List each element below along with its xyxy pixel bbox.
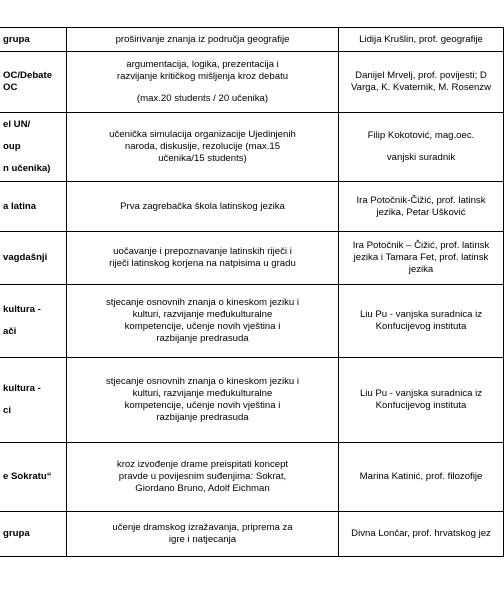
activity-name-cell: [0, 232, 67, 285]
activity-description-cell: [67, 512, 339, 557]
activity-description: učenička simulacija organizacije Ujedinjenih: [109, 129, 296, 140]
activity-name-cell: [0, 443, 67, 512]
activity-name: a latina: [3, 200, 37, 212]
activity-mentor: vanjski suradnik: [386, 152, 456, 163]
activity-name-cell: [0, 285, 67, 358]
activity-mentor: Ira Potočnik – Čižić, prof. latinsk: [352, 240, 490, 251]
activity-description: pravde u povijesnim suđenjima: Sokrat,: [118, 471, 287, 482]
activity-name: n učenika): [3, 163, 51, 174]
activity-description-cell: [67, 443, 339, 512]
activity-description: učenje dramskog izražavanja, priprema za: [112, 522, 293, 533]
activity-name-cell: [0, 512, 67, 557]
activity-name: grupa: [3, 33, 30, 45]
activity-description: razbijanje predrasuda: [156, 412, 249, 423]
activity-description: riječi latinskog korjena na natpisima u gradu: [109, 258, 296, 269]
activity-name-cell: [0, 182, 67, 232]
activity-description: kroz izvođenje drame preispitati koncept: [116, 459, 289, 470]
activity-description: stjecanje osnovnih znanja o kineskom jeziku i: [105, 297, 300, 308]
activity-name: ci: [3, 405, 12, 416]
activity-description: naroda, diskusije, rezolucije (max.15: [124, 141, 281, 152]
activity-name: kultura -: [3, 304, 41, 315]
activity-name: e Sokratu“: [3, 471, 52, 482]
activity-name: grupa: [3, 528, 30, 539]
activity-name: OC: [3, 82, 18, 93]
activity-mentor-cell: [339, 113, 504, 182]
activity-description-cell: [67, 232, 339, 285]
activity-mentor: jezika i Tamara Fet, prof. latinsk: [353, 252, 489, 263]
activity-description-cell: [67, 52, 339, 113]
activity-mentor: Liu Pu - vanjska suradnica iz: [359, 309, 483, 320]
table-row: [0, 232, 504, 285]
activity-mentor-cell: [339, 52, 504, 113]
activity-description: kompetencije, učenje novih vještina i: [124, 321, 281, 332]
activity-name-cell: [0, 358, 67, 443]
activity-mentor-cell: [339, 28, 504, 52]
activity-name: oup: [3, 141, 21, 152]
activity-name-cell: [0, 113, 67, 182]
activity-mentor: Konfucijevog instituta: [375, 321, 467, 332]
table-row: [0, 512, 504, 557]
activity-name: el UN/: [3, 119, 31, 130]
activity-mentor: jezika, Petar Ušković: [376, 206, 466, 218]
activities-table: [0, 27, 504, 557]
activity-description: razbijanje predrasuda: [156, 333, 249, 344]
activity-description-cell: [67, 182, 339, 232]
table-row: [0, 182, 504, 232]
table-row: [0, 28, 504, 52]
activity-description: kulturi, razvijanje međukulturalne: [132, 309, 273, 320]
activity-mentor-cell: [339, 358, 504, 443]
activity-mentor: Filip Kokotović, mag.oec.: [367, 130, 475, 141]
activity-description: stjecanje osnovnih znanja o kineskom jeziku i: [105, 376, 300, 387]
table-row: [0, 113, 504, 182]
table-row: [0, 285, 504, 358]
table-row: [0, 443, 504, 512]
activity-mentor: Konfucijevog instituta: [375, 400, 467, 411]
activity-description-cell: [67, 358, 339, 443]
activity-name-cell: [0, 28, 67, 52]
activity-mentor-cell: [339, 232, 504, 285]
activity-description-cell: [67, 285, 339, 358]
activity-name: vagdašnji: [3, 252, 48, 263]
activity-description: (max.20 students / 20 učenika): [136, 93, 269, 104]
activity-name-cell: [0, 52, 67, 113]
activity-description: argumentacija, logika, prezentacija i: [126, 59, 279, 70]
activity-mentor: Danijel Mrvelj, prof. povijesti; D: [355, 70, 487, 81]
table-row: [0, 52, 504, 113]
activity-mentor: Marina Katinić, prof. filozofije: [359, 471, 483, 482]
activity-mentor: Liu Pu - vanjska suradnica iz: [359, 388, 483, 399]
activity-mentor-cell: [339, 182, 504, 232]
activity-mentor-cell: [339, 285, 504, 358]
activity-description-cell: [67, 28, 339, 52]
activity-description: razvijanje kritičkog mišljenja kroz debatu: [116, 71, 289, 82]
activity-name: ači: [3, 326, 17, 337]
activity-mentor-cell: [339, 443, 504, 512]
activity-description: kulturi, razvijanje međukulturalne: [132, 388, 273, 399]
activity-description-cell: [67, 113, 339, 182]
table-row: [0, 358, 504, 443]
activity-description: Giordano Bruno, Adolf Eichman: [135, 483, 270, 494]
activity-mentor: Lidija Krušlin, prof. geografije: [359, 33, 483, 45]
activity-description: proširivanje znanja iz područja geografije: [115, 33, 290, 45]
activity-description: Prva zagrebačka škola latinskog jezika: [120, 200, 285, 212]
activity-mentor: Ira Potočnik-Čižić, prof. latinsk: [356, 194, 486, 206]
activity-mentor-cell: [339, 512, 504, 557]
activity-description: uočavanje i prepoznavanje latinskih riječi i: [113, 246, 292, 257]
activity-name: kultura -: [3, 383, 41, 394]
activity-mentor: Varga, K. Kvaternik, M. Rosenzw: [350, 82, 492, 93]
activity-mentor: jezika: [408, 264, 434, 275]
activity-mentor: Divna Lončar, prof. hrvatskog jez: [351, 528, 491, 539]
activity-description: kompetencije, učenje novih vještina i: [124, 400, 281, 411]
activity-description: igre i natjecanja: [168, 534, 237, 545]
activity-name: OC/Debate: [3, 70, 53, 81]
activity-description: učenika/15 students): [158, 153, 247, 164]
